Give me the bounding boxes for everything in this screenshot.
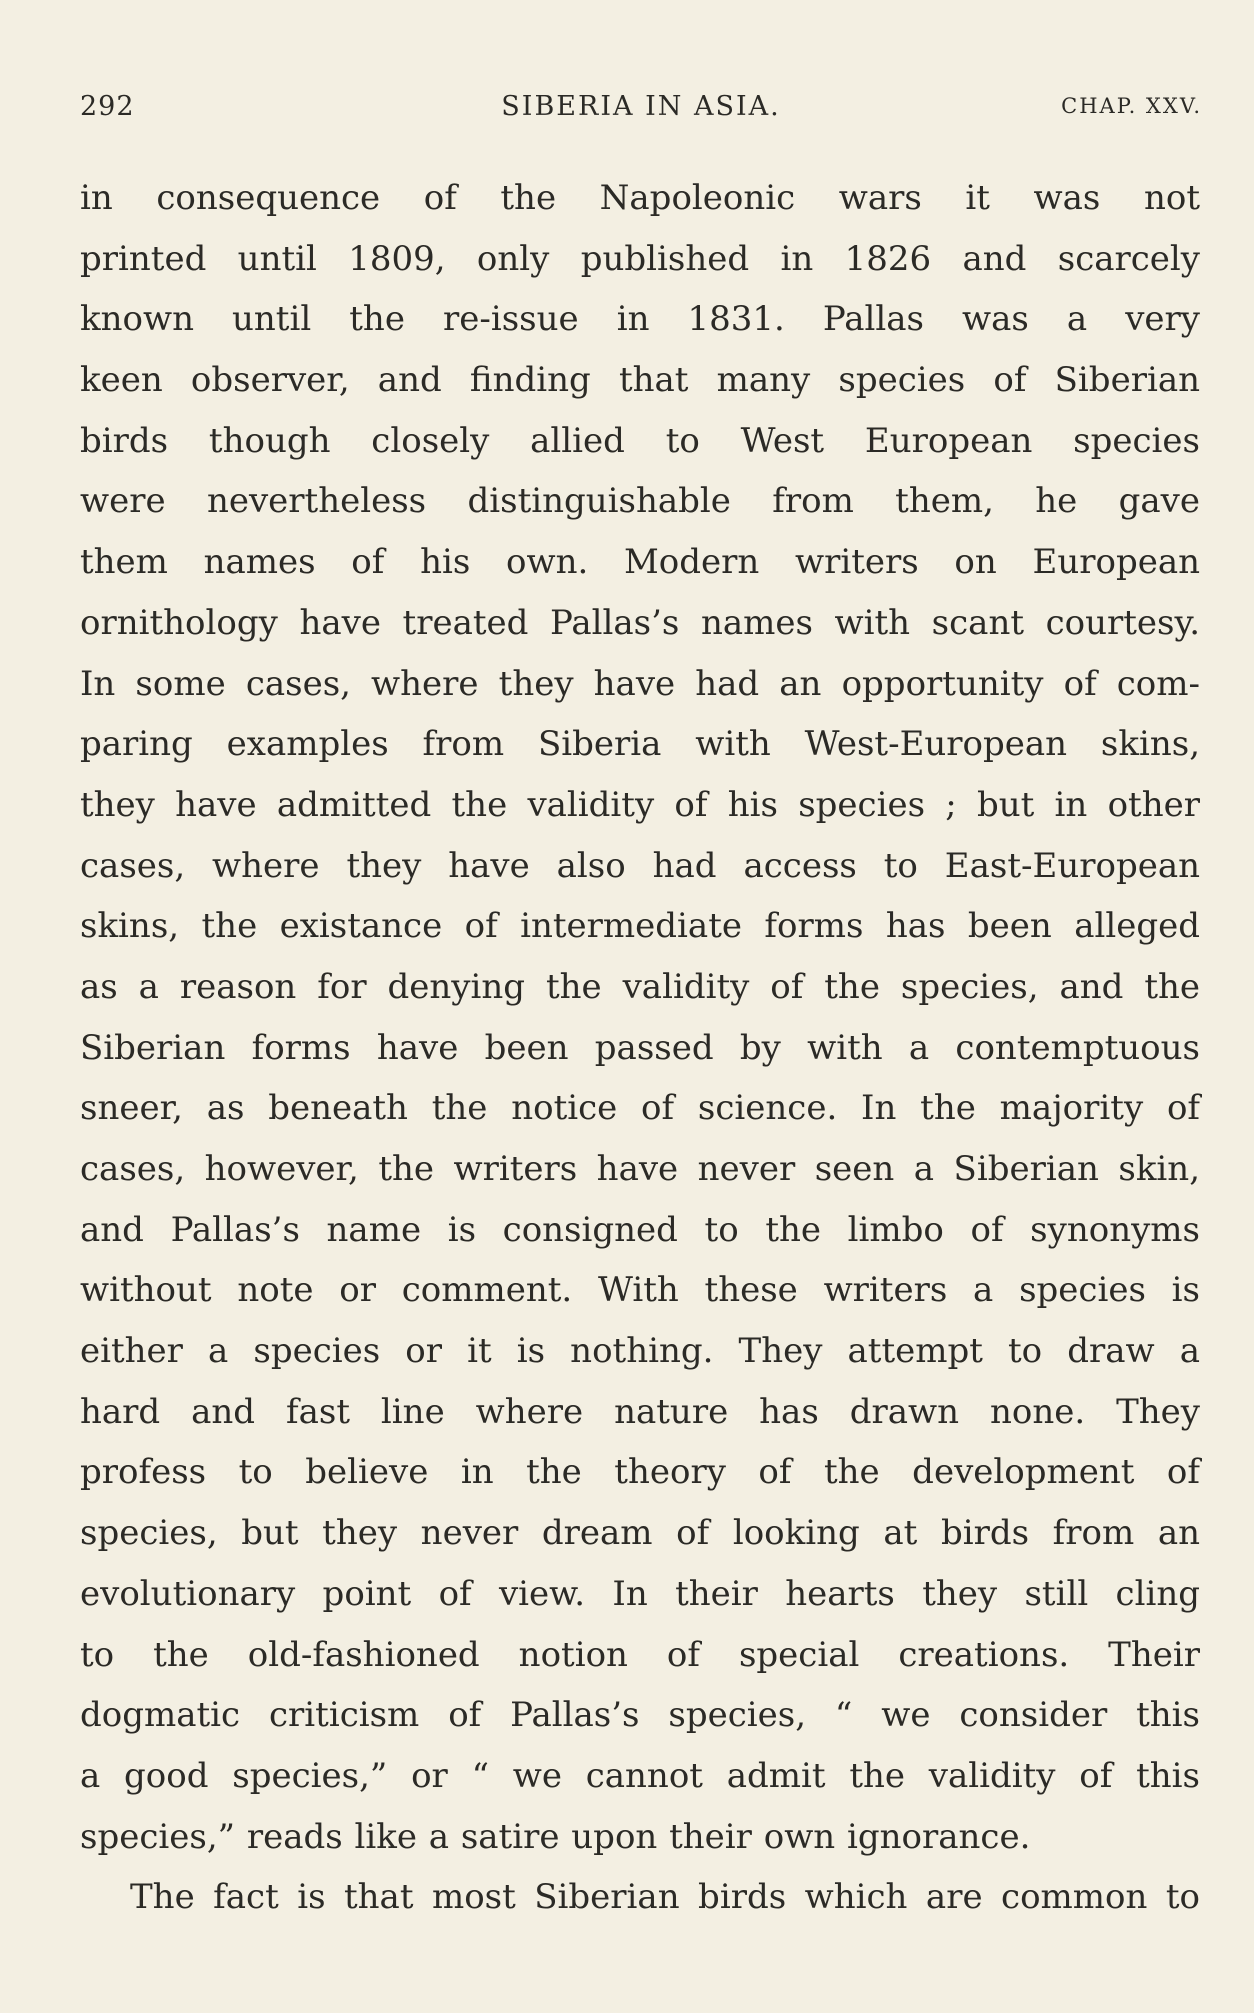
text-line: as a reason for denying the validity of the species, and the	[80, 966, 1200, 1007]
text-line: evolutionary point of view. In their hearts they still cling	[80, 1573, 1200, 1614]
body-text	[80, 168, 1200, 1928]
text-line: printed until 1809, only published in 1826 and scarcely	[80, 238, 1200, 279]
text-line: without note or comment. With these writers a species is	[80, 1270, 1200, 1311]
text-line: in consequence of the Napoleonic wars it was not	[80, 178, 1200, 218]
text-line: a good species,” or “ we cannot admit the validity of this	[80, 1755, 1200, 1796]
text-line: hard and fast line where nature has drawn none. They	[80, 1391, 1200, 1432]
text-line: to the old-fashioned notion of special creations. Their	[80, 1634, 1200, 1675]
text-line: they have admitted the validity of his species ; but in other	[80, 784, 1200, 825]
text-line: either a species or it is nothing. They attempt to draw a	[80, 1331, 1200, 1372]
running-head	[80, 91, 1202, 131]
text-line: cases, where they have also had access to East-European	[80, 845, 1200, 886]
text-line: species, but they never dream of looking at birds from an	[80, 1513, 1200, 1554]
paragraph-end-line: species,” reads like a satire upon their own ignorance.	[80, 1816, 1031, 1857]
text-line: In some cases, where they have had an opportunity of com-	[80, 663, 1200, 704]
text-line: them names of his own. Modern writers on European	[80, 542, 1200, 583]
text-line: cases, however, the writers have never seen a Siberian skin,	[80, 1149, 1200, 1189]
text-line: profess to believe in the theory of the development of	[80, 1452, 1200, 1493]
paragraph-start-line: The fact is that most Siberian birds which are common to	[130, 1877, 1200, 1918]
text-line: ornithology have treated Pallas’s names with scant courtesy.	[80, 602, 1200, 643]
text-line: known until the re-issue in 1831. Pallas was a very	[80, 299, 1200, 340]
text-line: birds though closely allied to West European species	[80, 420, 1200, 461]
text-line: sneer, as beneath the notice of science. In the majority of	[80, 1088, 1200, 1129]
chapter-label: CHAP. XXV.	[1061, 94, 1202, 118]
text-line: were nevertheless distinguishable from them, he gave	[80, 481, 1200, 522]
text-line: Siberian forms have been passed by with a contemptuous	[80, 1027, 1200, 1068]
running-title: SIBERIA IN ASIA.	[501, 91, 781, 122]
page-number: 292	[80, 91, 135, 122]
text-line: and Pallas’s name is consigned to the limbo of synonyms	[80, 1209, 1200, 1250]
text-line: skins, the existance of intermediate forms has been alleged	[80, 906, 1200, 947]
text-line: keen observer, and finding that many species of Siberian	[80, 360, 1200, 401]
text-line: paring examples from Siberia with West-European skins,	[80, 724, 1200, 765]
text-line: dogmatic criticism of Pallas’s species, “ we consider this	[80, 1695, 1200, 1736]
